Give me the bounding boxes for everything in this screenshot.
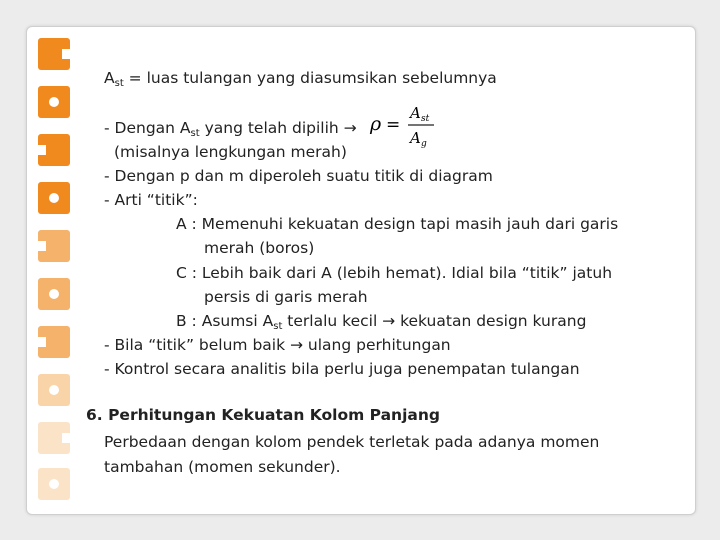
text-line-dengan-ast: - Dengan $A_{st}$ yang telah dipilih →	[104, 119, 357, 139]
text-line-arti-titik: - Arti “titik”:	[104, 191, 198, 209]
svg-text:=: =	[386, 115, 401, 135]
text-line-kontrol: - Kontrol secara analitis bila perlu juga penempatan tulangan	[104, 360, 580, 378]
deco-square-2	[38, 86, 70, 118]
deco-square-5	[38, 230, 70, 262]
decorative-sidebar	[38, 38, 70, 498]
svg-text:A: A	[410, 129, 421, 147]
svg-text:g: g	[421, 139, 427, 149]
arrow-icon: →	[343, 119, 357, 137]
deco-square-10	[38, 468, 70, 500]
deco-square-6	[38, 278, 70, 310]
deco-square-1	[38, 38, 70, 70]
text-line-point-c-cont: persis di garis merah	[204, 288, 368, 306]
text-line-point-a-cont: merah (boros)	[204, 239, 315, 257]
deco-square-4	[38, 182, 70, 214]
text-line-point-b: B : Asumsi $A_{st}$ terlalu kecil → kekuatan design kurang	[176, 312, 587, 332]
deco-square-3	[38, 134, 70, 166]
deco-square-7	[38, 326, 70, 358]
svg-text:st: st	[421, 114, 430, 124]
text-line-point-a: A : Memenuhi kekuatan design tapi masih jauh dari garis	[176, 215, 619, 233]
rho-formula	[368, 101, 438, 151]
text-line-ast-definition: $A_{st}$ = luas tulangan yang diasumsikan sebelumnya	[104, 69, 497, 89]
arrow-icon: →	[290, 336, 303, 354]
arrow-icon: →	[382, 312, 396, 330]
text-line-bila-titik: - Bila “titik” belum baik → ulang perhitungan	[104, 336, 451, 354]
paragraph-line-2: tambahan (momen sekunder).	[104, 458, 341, 476]
paragraph-line-1: Perbedaan dengan kolom pendek terletak pada adanya momen	[104, 433, 600, 451]
section-heading: 6. Perhitungan Kekuatan Kolom Panjang	[86, 406, 440, 424]
svg-text:ρ: ρ	[370, 113, 382, 135]
deco-square-8	[38, 374, 70, 406]
text-line-misalnya: (misalnya lengkungan merah)	[114, 143, 347, 161]
text-line-dengan-p-m: - Dengan p dan m diperoleh suatu titik di diagram	[104, 167, 493, 185]
deco-square-9	[38, 422, 70, 454]
text-line-point-c: C : Lebih baik dari A (lebih hemat). Idial bila “titik” jatuh	[176, 264, 613, 282]
svg-text:A: A	[410, 104, 421, 122]
